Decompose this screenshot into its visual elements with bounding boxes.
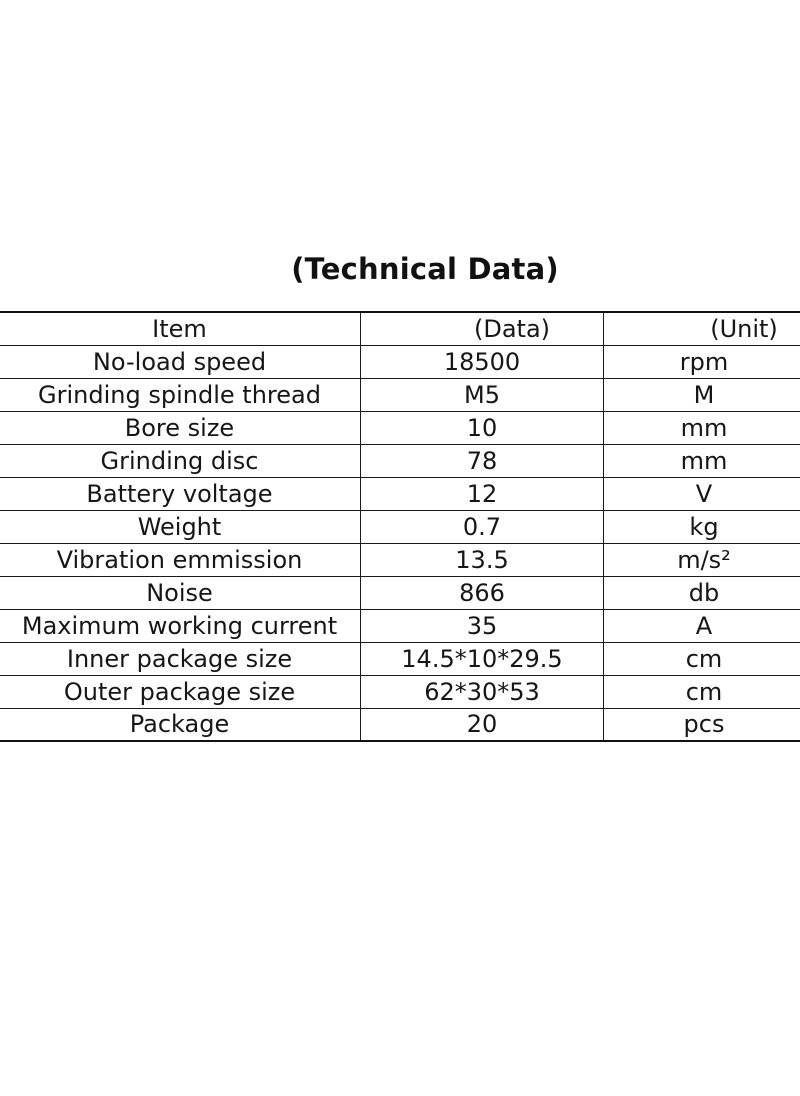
item-cell: Noise	[0, 576, 361, 609]
column-header-data: (Data)	[361, 312, 604, 345]
data-cell: 10	[361, 411, 604, 444]
unit-cell: V	[604, 477, 800, 510]
table-row	[0, 411, 800, 444]
table-row	[0, 477, 800, 510]
item-cell: Grinding spindle thread	[0, 378, 361, 411]
unit-cell: M	[604, 378, 800, 411]
unit-cell: cm	[604, 675, 800, 708]
unit-cell: kg	[604, 510, 800, 543]
item-cell: Battery voltage	[0, 477, 361, 510]
table-row	[0, 345, 800, 378]
item-cell: Maximum working current	[0, 609, 361, 642]
table-row	[0, 510, 800, 543]
unit-cell: rpm	[604, 345, 800, 378]
table-row	[0, 378, 800, 411]
data-cell: 866	[361, 576, 604, 609]
data-cell: 78	[361, 444, 604, 477]
technical-data-table	[0, 311, 800, 742]
data-cell: 12	[361, 477, 604, 510]
item-cell: Vibration emmission	[0, 543, 361, 576]
data-cell: 62*30*53	[361, 675, 604, 708]
data-cell: 0.7	[361, 510, 604, 543]
data-cell: 35	[361, 609, 604, 642]
item-cell: Inner package size	[0, 642, 361, 675]
table-row	[0, 444, 800, 477]
item-cell: Bore size	[0, 411, 361, 444]
unit-cell: A	[604, 609, 800, 642]
data-cell: 18500	[361, 345, 604, 378]
table-row	[0, 675, 800, 708]
unit-cell: m/s²	[604, 543, 800, 576]
table-row	[0, 642, 800, 675]
table-row	[0, 708, 800, 741]
unit-cell: mm	[604, 411, 800, 444]
data-cell: 20	[361, 708, 604, 741]
item-cell: Grinding disc	[0, 444, 361, 477]
data-cell: 13.5	[361, 543, 604, 576]
unit-cell: db	[604, 576, 800, 609]
table-row	[0, 543, 800, 576]
item-cell: Weight	[0, 510, 361, 543]
unit-cell: cm	[604, 642, 800, 675]
data-cell: M5	[361, 378, 604, 411]
data-cell: 14.5*10*29.5	[361, 642, 604, 675]
column-header-unit: (Unit)	[604, 312, 800, 345]
unit-cell: pcs	[604, 708, 800, 741]
table-row	[0, 609, 800, 642]
item-cell: No-load speed	[0, 345, 361, 378]
page-title: (Technical Data)	[291, 252, 559, 286]
item-cell: Package	[0, 708, 361, 741]
column-header-item: Item	[0, 312, 361, 345]
table-row	[0, 576, 800, 609]
item-cell: Outer package size	[0, 675, 361, 708]
table-header-row	[0, 312, 800, 345]
unit-cell: mm	[604, 444, 800, 477]
